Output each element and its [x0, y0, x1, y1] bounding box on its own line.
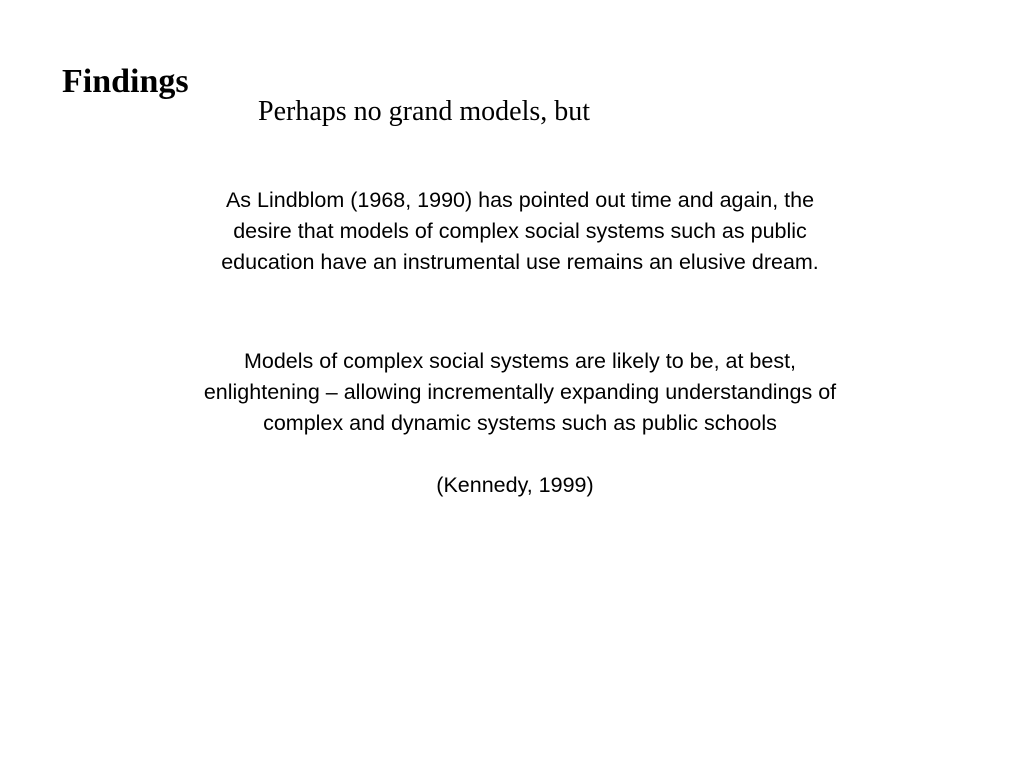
paragraph-line: As Lindblom (1968, 1990) has pointed out time and again, the	[225, 188, 815, 212]
slide-title: Findings	[62, 63, 189, 100]
paragraph-line: education have an instrumental use remains an elusive dream.	[221, 250, 819, 274]
paragraph-line: Models of complex social systems are likely to be, at best,	[243, 349, 797, 373]
models-paragraph	[120, 346, 920, 439]
slide-subtitle: Perhaps no grand models, but	[258, 96, 591, 127]
paragraph-line: desire that models of complex social systems such as public	[233, 219, 807, 243]
paragraph-line: complex and dynamic systems such as public schools	[263, 411, 777, 435]
citation: (Kennedy, 1999)	[436, 473, 594, 497]
paragraph-line: enlightening – allowing incrementally expanding understandings of	[203, 380, 837, 404]
lindblom-paragraph	[120, 185, 920, 278]
